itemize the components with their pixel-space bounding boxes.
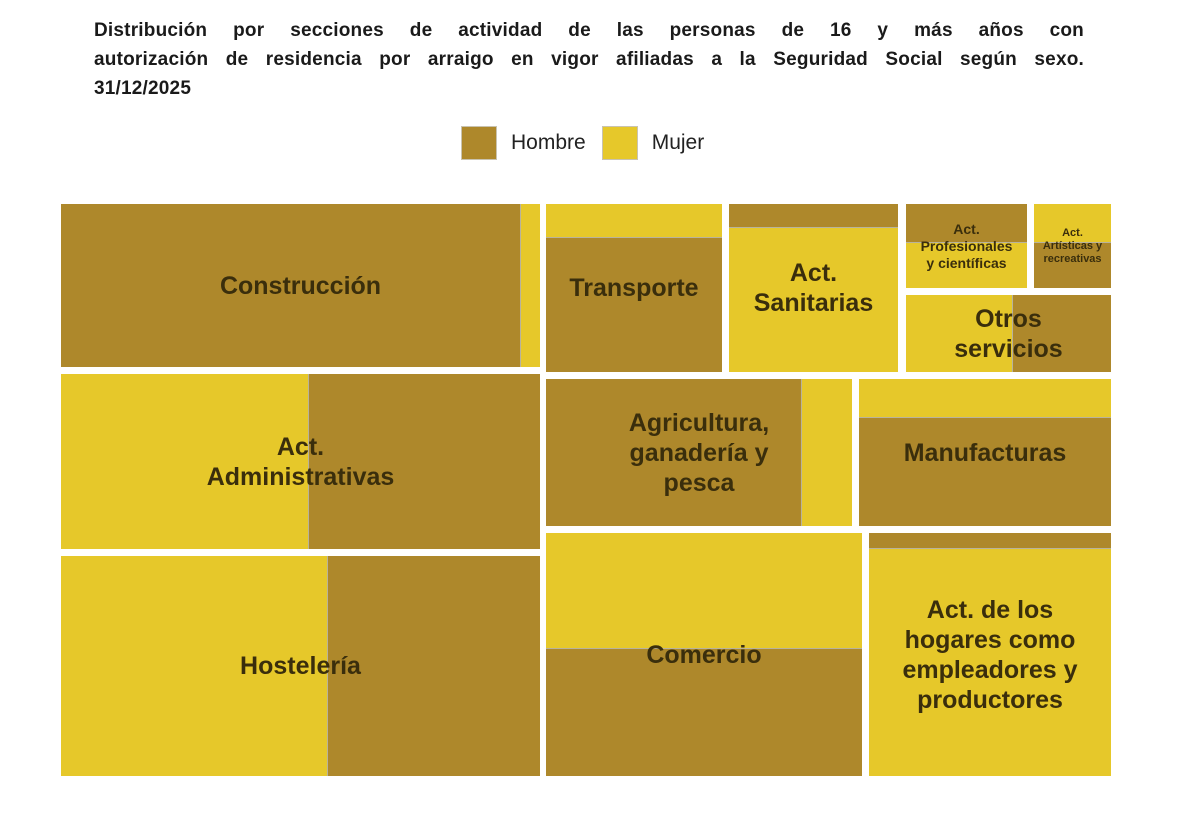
segment-mujer[interactable] xyxy=(869,548,1111,776)
segment-mujer[interactable] xyxy=(1034,204,1111,242)
segment-divider xyxy=(729,227,898,228)
segment-divider xyxy=(546,648,862,649)
segment-divider xyxy=(546,237,722,238)
treemap-label-line: Transporte xyxy=(569,274,699,302)
segment-hombre[interactable] xyxy=(61,204,520,367)
treemap-label-line: empleadores y xyxy=(902,655,1078,684)
treemap-cell-agricultura[interactable] xyxy=(546,379,852,526)
treemap-label-line: Comercio xyxy=(646,640,762,669)
segment-divider xyxy=(308,374,309,549)
legend-label-mujer: Mujer xyxy=(651,131,705,154)
treemap-cell-construccion[interactable] xyxy=(61,204,540,367)
segment-hombre[interactable] xyxy=(546,237,722,372)
segment-divider xyxy=(327,556,328,776)
segment-hombre[interactable] xyxy=(869,533,1111,548)
treemap-label-line: Hostelería xyxy=(240,652,361,680)
segment-mujer[interactable] xyxy=(61,374,308,549)
segment-hombre[interactable] xyxy=(546,379,801,526)
segment-mujer[interactable] xyxy=(801,379,852,526)
segment-divider xyxy=(1012,295,1013,372)
treemap-label-line: Otros xyxy=(975,304,1042,333)
treemap-cell-act-artisticas[interactable] xyxy=(1034,204,1111,288)
treemap-label-line: servicios xyxy=(954,334,1063,363)
treemap-cell-act-administrativas[interactable] xyxy=(61,374,540,549)
segment-mujer[interactable] xyxy=(906,242,1027,288)
treemap-cell-comercio[interactable] xyxy=(546,533,862,776)
treemap-label-line: ganadería y xyxy=(629,438,769,467)
segment-mujer[interactable] xyxy=(859,379,1111,417)
treemap-cell-transporte[interactable] xyxy=(546,204,722,372)
treemap-label-line: Act. xyxy=(1062,226,1083,239)
segment-divider xyxy=(906,242,1027,243)
chart-title-line-3: 31/12/2025 xyxy=(94,78,192,99)
segment-divider xyxy=(869,548,1111,549)
treemap-label-line: pesca xyxy=(663,468,735,497)
segment-mujer[interactable] xyxy=(906,295,1012,372)
treemap-label-line: recreativas xyxy=(1043,252,1102,265)
segment-hombre[interactable] xyxy=(1034,239,1111,288)
treemap-label-line: hogares como xyxy=(904,625,1076,654)
treemap-label-line: Manufacturas xyxy=(903,438,1067,467)
treemap-cell-manufacturas[interactable] xyxy=(859,379,1111,526)
segment-hombre[interactable] xyxy=(308,374,540,549)
treemap-label-line: Agricultura, xyxy=(628,408,770,437)
chart-title-line-1: Distribución por secciones de actividad de las personas de 16 y más años con xyxy=(94,20,1084,41)
treemap-cell-otros-servicios[interactable] xyxy=(906,295,1111,372)
treemap-label-line: Sanitarias xyxy=(753,289,874,317)
segment-hombre[interactable] xyxy=(906,204,1027,242)
segment-divider xyxy=(801,379,802,526)
treemap-label-line: Act. xyxy=(276,432,325,461)
treemap-label-line: Act. xyxy=(953,220,980,237)
segment-hombre[interactable] xyxy=(729,204,898,227)
treemap-cell-hosteleria[interactable] xyxy=(61,556,540,776)
segment-divider xyxy=(859,417,1111,418)
treemap-label-line: y científicas xyxy=(926,254,1007,271)
segment-mujer[interactable] xyxy=(729,227,898,372)
segment-divider xyxy=(520,204,521,367)
segment-divider xyxy=(1034,242,1111,243)
treemap-cell-act-hogares[interactable] xyxy=(869,533,1111,776)
segment-mujer[interactable] xyxy=(546,204,722,237)
treemap-label-line: productores xyxy=(917,685,1063,714)
treemap-label-line: Construcción xyxy=(219,271,382,300)
segment-mujer[interactable] xyxy=(520,204,540,367)
treemap-cell-act-profesionales[interactable] xyxy=(906,204,1027,288)
segment-mujer[interactable] xyxy=(61,556,327,776)
segment-hombre[interactable] xyxy=(859,417,1111,526)
segment-hombre[interactable] xyxy=(546,648,862,776)
treemap-cell-act-sanitarias[interactable] xyxy=(729,204,898,372)
segment-mujer[interactable] xyxy=(546,533,862,648)
treemap-label-line: Administrativas xyxy=(206,462,395,491)
treemap-label-line: Act. xyxy=(789,259,838,287)
treemap-label-line: Artísticas y xyxy=(1042,239,1103,252)
legend-label-hombre: Hombre xyxy=(511,131,586,154)
treemap-label-line: Profesionales xyxy=(920,237,1013,254)
segment-hombre[interactable] xyxy=(327,556,540,776)
segment-hombre[interactable] xyxy=(1012,295,1111,372)
chart-title-line-2: autorización de residencia por arraigo en vigor afiliadas a la Seguridad Social según sexo. xyxy=(94,49,1084,70)
treemap-label-line: Act. de los xyxy=(926,595,1054,624)
